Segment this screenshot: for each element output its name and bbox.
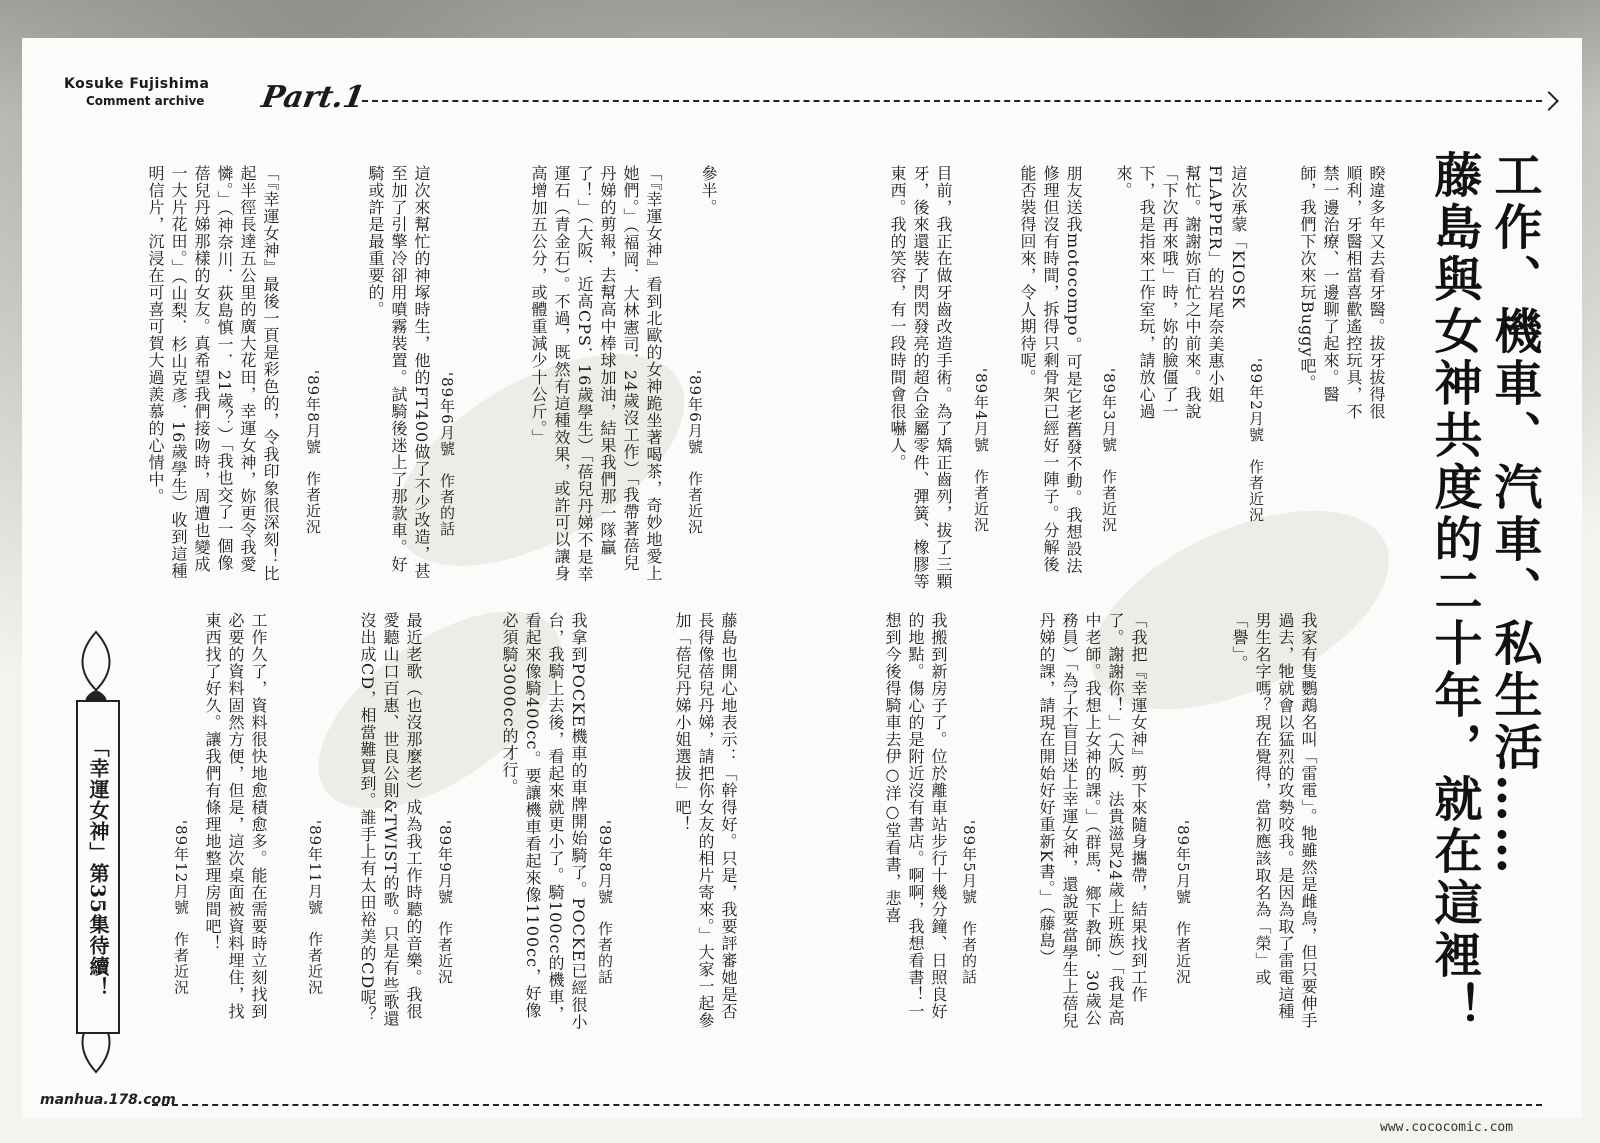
entry-11-text: 我搬到新房子了。位於離車站步行十幾分鐘、日照良好的地點。傷心的是附近沒有書店。啊啊，我想看書！一想到今後得騎車去伊○洋○堂看書，悲喜 — [883, 612, 948, 1020]
entry-9-citation: '89年5月號 作者近況 — [1174, 820, 1192, 985]
entry-1-text: 睽違多年又去看牙醫。拔牙拔得很順利，牙醫相當喜歡遙控玩具，不禁一邊治療、一邊聊了起來。醫師，我們下次來玩Buggy吧。 — [1298, 165, 1386, 420]
part-label: Part.1 — [258, 80, 368, 115]
header-block — [64, 76, 209, 108]
entry-8-text: 「『幸運女神』最後一頁是彩色的，令我印象很深刻！比起半徑長達五公里的廣大花田，幸運女神，妳更令我愛憐。」（神奈川．荻島慎一．21歲？）「我也交了一個像蓓兒丹娣那樣的女友。真希望我們接吻時，周遭也變成一大片花田。」（山梨．杉山克彥．16歲學生）收到這種明信片，沉浸在可喜可賀大過羨慕的心情中。 — [146, 165, 280, 582]
entry-6-citation: '89年6月號 作者的話 — [438, 372, 456, 537]
entry-12-text: 藤島也開心地表示：「幹得好。只是，我要評審她是否長得像蓓兒丹娣，請把你女友的相片寄來。」大家一起參加「蓓兒丹娣小姐選拔」吧！ — [673, 612, 738, 1029]
entry-5-citation: '89年6月號 作者近況 — [686, 370, 704, 535]
entry-9-text: 我家有隻鸚鵡名叫「雷電」。牠雖然是雌鳥，但只要伸手過去，牠就會以猛烈的攻勢咬我。是因為取了雷電這種男生名字嗎？現在覺得，當初應該取名為「榮」或「譽」。 — [1230, 612, 1318, 1029]
header-divider — [362, 100, 1542, 102]
footer-divider — [152, 1104, 1542, 1106]
entry-4-text: 目前，我正在做牙齒改造手術。為了矯正齒列，拔了三顆牙，後來還裝了閃閃發亮的超合金屬零件、彈簧、橡膠等東西。我的笑容，有一段時間會很嚇人。 — [888, 165, 953, 590]
title-line-1: 工作、機車、汽車、私生活…… — [1486, 150, 1542, 878]
archive-label: Comment archive — [86, 94, 205, 108]
entry-12-citation: '89年8月號 作者的話 — [596, 820, 614, 985]
entry-6-text: 「『幸運女神』看到北歐的女神跪坐著喝茶，奇妙地愛上她們。」（福岡．大林憲司．24歲沒工作）「我帶著蓓兒丹娣的剪報，去幫高中棒球加油，結果我們那一隊贏了！」（大阪．近高CPS．16歲學生）「蓓兒丹娣不是幸運石（青金石）。不過，既然有這種效果，或許可以讓身高增加五公分，或體重減少十公斤。」 — [529, 165, 663, 583]
entry-10-text: 「我把『幸運女神』剪下來隨身攜帶，結果找到工作了。謝謝你！」（大阪．法貴滋晃24歲上班族）「我是高中老師。我想上女神的課。」（群馬．鄉下教師．30歲公務員）「為了不盲目迷上幸運女神，還說要當學生上蓓兒丹娣的課，請現在開始好好重新K書。」（藤島） — [1037, 612, 1148, 1029]
entry-3-text: 朋友送我motocompo。可是它老舊發不動。我想設法修理但沒有時間，拆得只剩骨架已經好一陣子。分解後能否裝得回來，令人期待呢。 — [1018, 165, 1083, 575]
entry-10-citation: '89年5月號 作者的話 — [960, 820, 978, 985]
entry-3-citation: '89年4月號 作者近況 — [972, 368, 990, 533]
entry-1-citation: '89年2月號 作者近況 — [1247, 358, 1265, 523]
author-name: Kosuke Fujishima — [64, 76, 210, 92]
entry-5-text: 參半。 — [699, 165, 718, 216]
to-be-continued-box: 「幸運女神」第35集待續！ — [76, 700, 120, 1034]
entry-2-citation: '89年3月號 作者近況 — [1100, 368, 1118, 533]
footer-watermark-left[interactable]: manhua.178.com — [40, 1092, 176, 1108]
entry-13-citation: '89年9月號 作者近況 — [436, 820, 454, 985]
entry-13-text: 我拿到POCKE機車的車牌開始騎了。POCKE已經很小台，我騎上去後，看起來就更小了。騎100cc的機車，看起來像騎400cc。要讓機車看起來像1100cc，好像必須騎3000cc的才行。 — [500, 612, 588, 1031]
title-line-2: 藤島與女神共度的二十年，就在這裡！ — [1426, 150, 1482, 1034]
entry-7-citation: '89年8月號 作者近況 — [304, 370, 322, 535]
footer-watermark-right[interactable]: www.cococomic.com — [1380, 1120, 1514, 1135]
entry-15-citation: '89年12月號 作者近況 — [172, 820, 190, 996]
entry-7-text: 這次來幫忙的神塚時生，他的FT400做了不少改造，甚至加了引擎冷卻用噴霧裝置。試騎後迷上了那款車。好騎或許是最重要的。 — [366, 165, 431, 580]
entry-15-text: 工作久了，資料很快地愈積愈多。能在需要時立刻找到必要的資料固然方便，但是，這次桌面被資料埋住，找東西找了好久。讓我們有條理地整理房間吧！ — [203, 612, 268, 1020]
entry-14-text: 最近老歌（也沒那麼老）成為我工作時聽的音樂。我很愛聽山口百惠、世良公則&TWIST的歌。只是有些歌還沒出成CD，相當難買到。誰手上有太田裕美的CD呢？ — [358, 612, 423, 1028]
entry-14-citation: '89年11月號 作者近況 — [306, 820, 324, 996]
entry-2-text: 這次承蒙「KIOSK FLAPPER」的岩尾奈美惠小姐幫忙。謝謝妳百忙之中前來。我說「下次再來哦」時，妳的臉僵了一下，我是指來工作室玩，請放心過來。 — [1114, 165, 1248, 420]
